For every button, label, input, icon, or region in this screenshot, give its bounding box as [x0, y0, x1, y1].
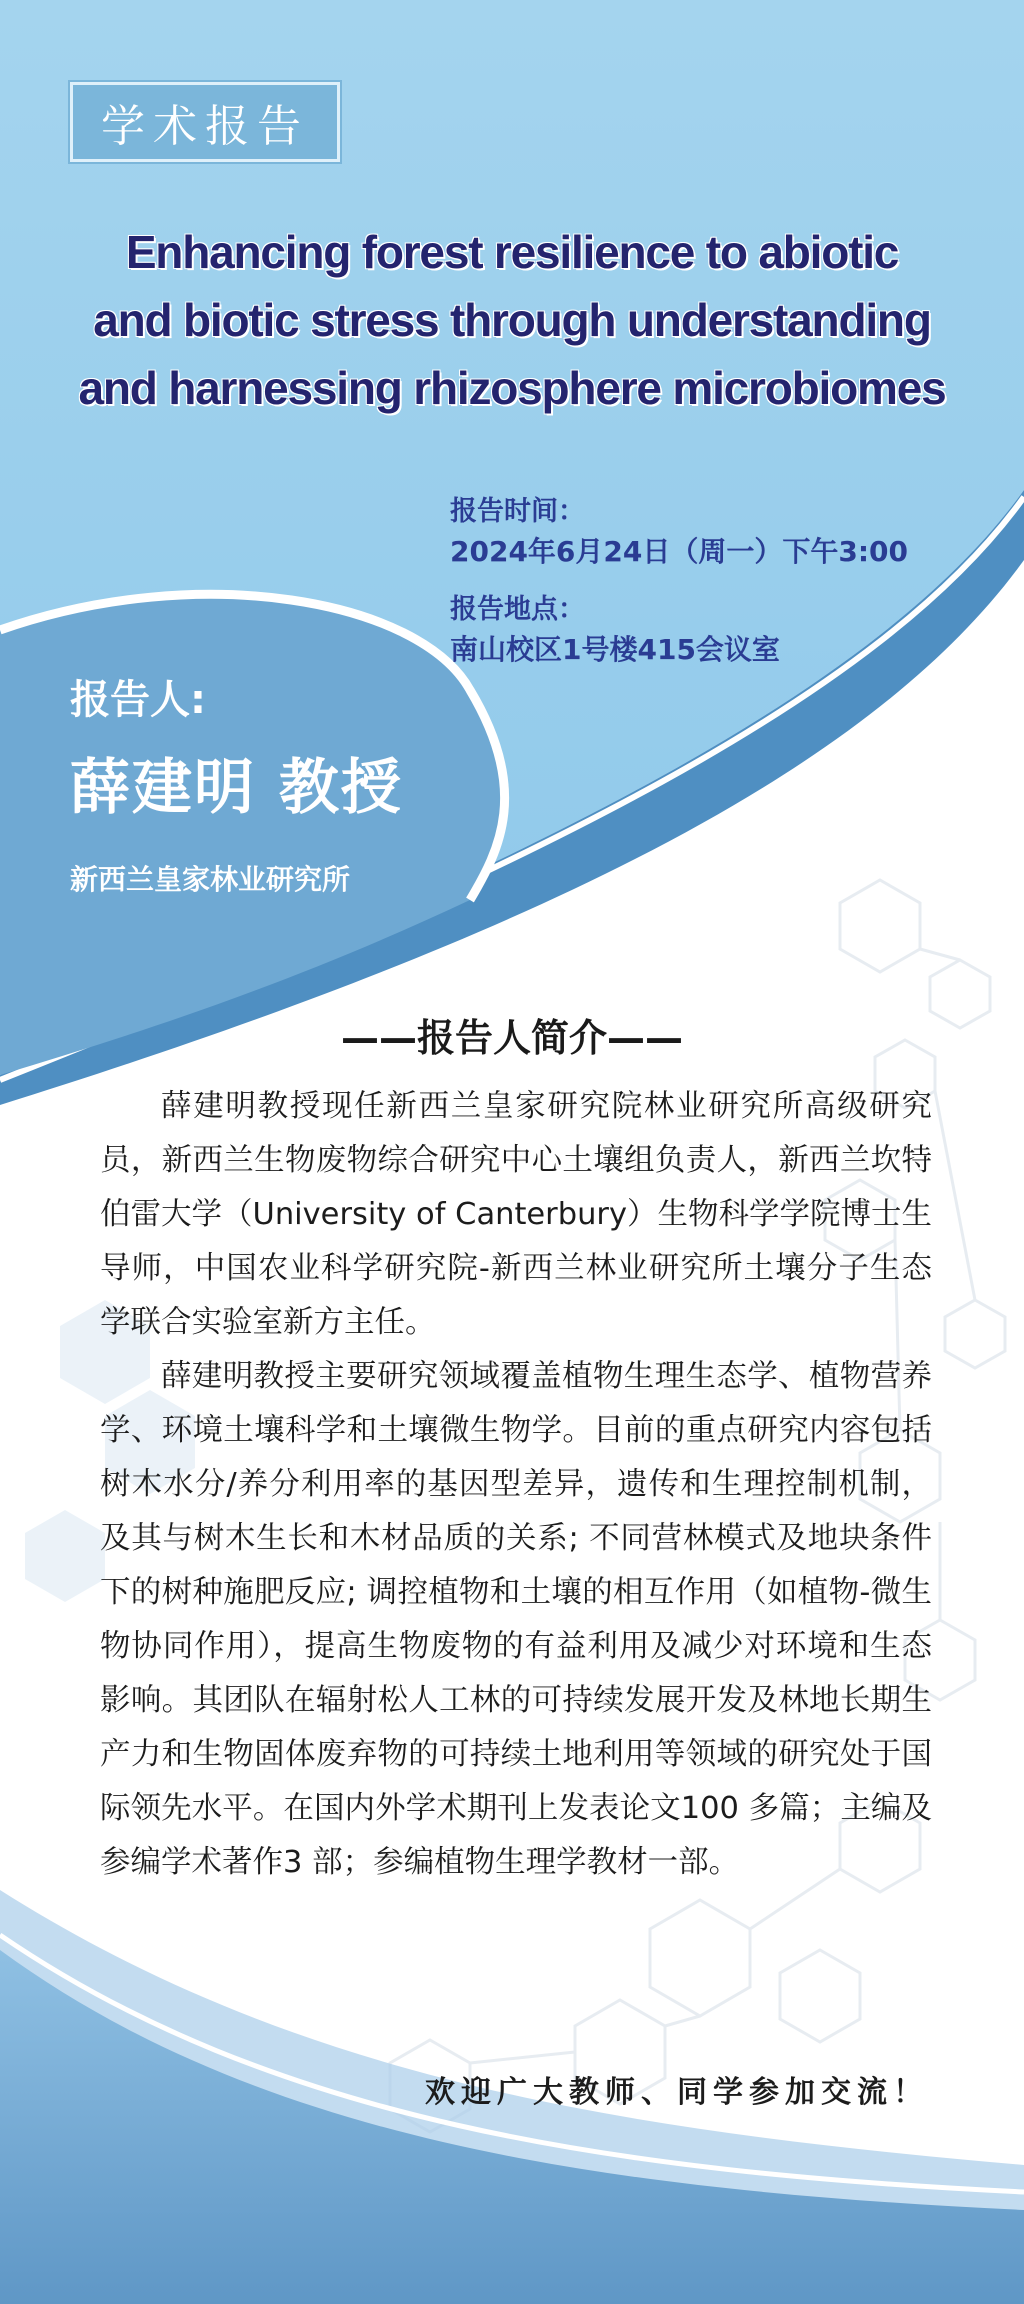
speaker-organization: 新西兰皇家林业研究所: [70, 863, 351, 896]
report-info: [450, 492, 908, 688]
welcome-message: 欢迎广大教师、同学参加交流！: [425, 2075, 929, 2110]
time-value: 2024年6月24日（周一）下午3:00: [450, 535, 909, 568]
place-value: 南山校区1号楼415会议室: [450, 633, 780, 666]
speaker-block: [70, 670, 403, 900]
bio-paragraph: 薛建明教授现任新西兰皇家研究院林业研究所高级研究员，新西兰生物废物综合研究中心土壤组负责人，新西兰坎特伯雷大学（University of Canterbury）生物科学学院博士生导师，中国农业科学研究院-新西兰林业研究所土壤分子生态学联合实验室新方主任。: [100, 1089, 933, 1340]
speaker-label: 报告人:: [70, 677, 206, 723]
time-label: 报告时间：: [450, 496, 585, 527]
academic-report-badge: 学术报告: [70, 82, 340, 162]
title-line: and harnessing rhizosphere microbiomes: [78, 362, 946, 414]
title-line: and biotic stress through understanding: [93, 294, 931, 346]
title-line: Enhancing forest resilience to abiotic: [125, 226, 899, 278]
bio-heading: ——报告人简介——: [340, 1016, 683, 1060]
bio-paragraph: 薛建明教授主要研究领域覆盖植物生理生态学、植物营养学、环境土壤科学和土壤微生物学。目前的重点研究内容包括树木水分/养分利用率的基因型差异，遗传和生理控制机制，及其与树木生长和木材品质的关系; 不同营林模式及地块条件下的树种施肥反应; 调控植物和土壤的相互作用（如植物-微生物协同作用），提高生物废物的有益利用及减少对环境和生态影响。其团队在辐射松人工林的可持续发展开发及林地长期生产力和生物固体废弃物的可持续土地利用等领域的研究处于国际领先水平。在国内外学术期刊上发表论文100 多篇；主编及参编学术著作3 部；参编植物生理学教材一部。: [100, 1359, 932, 1880]
report-title: [20, 218, 1004, 422]
speaker-name: 薛建明 教授: [70, 753, 403, 823]
place-label: 报告地点：: [450, 594, 585, 625]
bio-text: [100, 1080, 932, 1890]
